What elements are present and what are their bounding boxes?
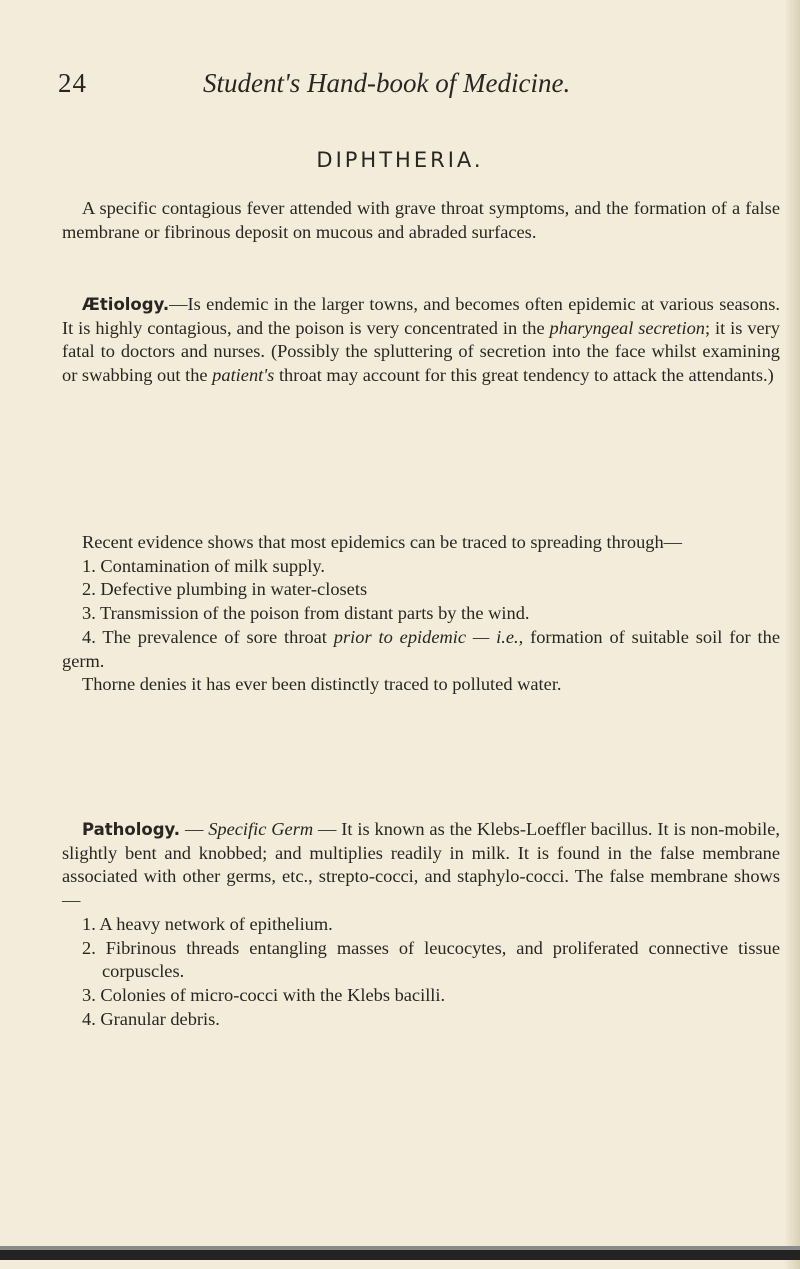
pathology-block <box>62 818 780 1031</box>
evidence-item-4 <box>62 626 780 673</box>
definition-block <box>62 197 780 244</box>
aetiology-text-3: throat may account for this great tendency to attack the attendants.) <box>274 365 774 386</box>
page-header <box>0 68 800 108</box>
aetiology-text-2: ; it is very fatal to doctors and nurses. (Possibly the spluttering of secretion into the face whilst examining or swabbing out the <box>62 317 781 386</box>
page-number: 24 <box>58 68 87 98</box>
evidence-item-1: 1. Contamination of milk supply. <box>82 555 325 576</box>
aetiology-emphasis-2: patient's <box>212 365 275 386</box>
evidence-item-4-emphasis: prior to epidemic — i.e., <box>333 626 524 647</box>
aetiology-heading: Ætiology. <box>82 295 170 314</box>
pathology-dash: — <box>180 819 209 839</box>
bottom-rule <box>0 1250 800 1260</box>
evidence-item-2: 2. Defective plumbing in water-closets <box>82 579 368 600</box>
aetiology-paragraph <box>62 293 780 388</box>
pathology-heading: Pathology. <box>82 820 181 839</box>
pathology-item-3: 3. Colonies of micro-cocci with the Klebs bacilli. <box>82 984 446 1005</box>
evidence-item-4-b: formation of suitable soil for the germ. <box>62 626 780 671</box>
running-title: Student's Hand-book of Medicine. <box>203 68 571 98</box>
aetiology-block <box>62 293 780 388</box>
evidence-intro: Recent evidence shows that most epidemics can be traced to spreading through— <box>82 532 683 552</box>
aetiology-emphasis-1: pharyngeal secretion <box>549 317 705 338</box>
evidence-block <box>62 531 780 697</box>
aetiology-text-1: —Is endemic in the larger towns, and becomes often epidemic at various seasons. It is highly contagious, and the poison is very concentrated in the <box>62 294 780 338</box>
section-title: DIPHTHERIA. <box>316 148 484 172</box>
page-edge-shadow <box>784 0 800 1269</box>
pathology-item-1: 1. A heavy network of epithelium. <box>82 913 333 934</box>
pathology-text: — It is known as the Klebs-Loeffler bacillus. It is non-mobile, slightly bent and knobbed; and multiplies readily in milk. It is found in the false membrane associated with other germs, etc., strepto-cocci, and staphylo-cocci. The false membrane shows— <box>62 819 780 911</box>
pathology-paragraph <box>62 818 780 913</box>
pathology-item-2: 2. Fibrinous threads entangling masses of leucocytes, and proliferated connective tissue corpuscles. <box>82 937 780 982</box>
evidence-item-4-a: 4. The prevalence of sore throat <box>82 626 334 647</box>
definition-paragraph: A specific contagious fever attended with grave throat symptoms, and the formation of a false membrane or fibrinous deposit on mucous and abraded surfaces. <box>62 198 780 242</box>
evidence-item-3: 3. Transmission of the poison from distant parts by the wind. <box>82 603 530 624</box>
pathology-item-4: 4. Granular debris. <box>82 1008 220 1029</box>
pathology-emphasis: Specific Germ <box>208 819 314 839</box>
thorne-note: Thorne denies it has ever been distinctly traced to polluted water. <box>82 674 562 695</box>
